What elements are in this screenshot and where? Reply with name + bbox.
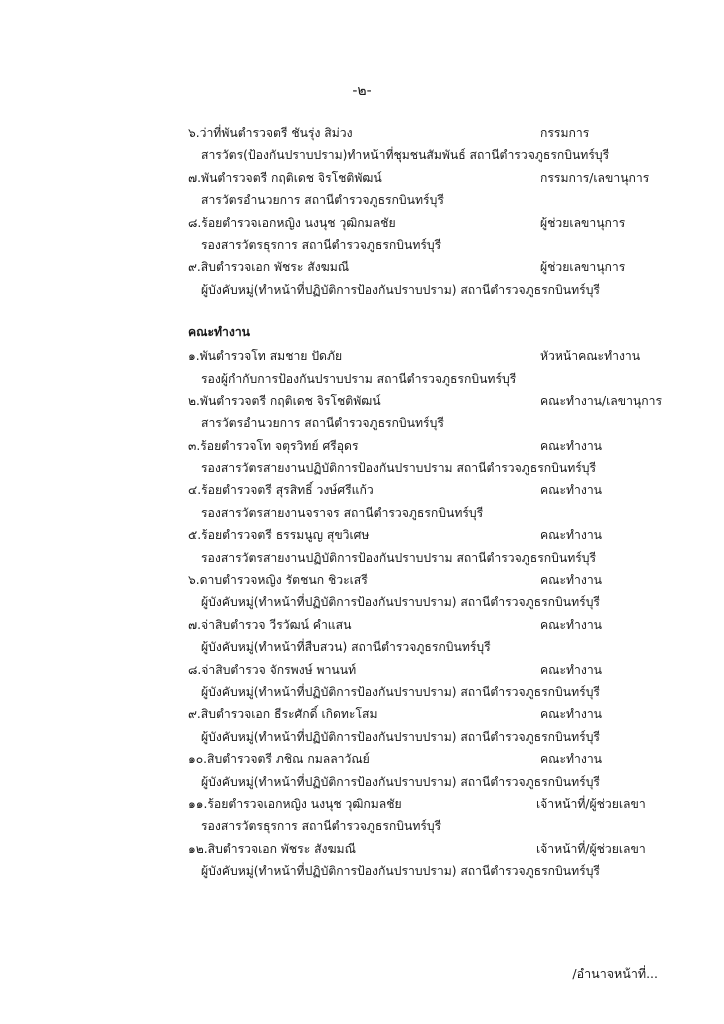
member-row [188,167,658,189]
section-gap [188,301,658,321]
member-position: รองสารวัตรธุรการ สถานีตำรวจภูธรกบินทร์บุรี [201,819,442,834]
working-group-row [188,345,658,367]
member-name: ๗.จ่าสิบตำรวจ วีรวัฒน์ คำแสน [188,617,352,632]
member-position: ผู้บังคับหมู่(ทำหน้าที่ปฏิบัติการป้องกันปราบปราม) สถานีตำรวจภูธรกบินทร์บุรี [201,774,600,789]
member-name: ๑๐.สิบตำรวจตรี ภชิณ กมลลาวัณย์ [188,752,370,767]
working-group-row [188,390,663,412]
member-position: ผู้บังคับหมู่(ทำหน้าที่ปฏิบัติการป้องกันปราบปราม) สถานีตำรวจภูธรกบินทร์บุรี [201,864,600,879]
member-role: ผู้ช่วยเลขานุการ [540,260,626,275]
member-role: คณะทำงาน [540,573,603,588]
member-name: ๖.ดาบตำรวจหญิง รัตชนก ชิวะเสรี [188,573,368,588]
working-group-row [188,614,658,636]
member-name: ๖.ว่าที่พันตำรวจตรี ชันรุ่ง สิม่วง [188,126,353,140]
member-role: คณะทำงาน [540,707,603,722]
member-name: ๔.ร้อยตำรวจตรี สุรสิทธิ์ วงษ์ศรีแก้ว [188,483,374,498]
member-position: รองสารวัตรสายงานปฏิบัติการป้องกันปราบปราม สถานีตำรวจภูธรกบินทร์บุรี [201,461,597,476]
member-name: ๙.สิบตำรวจเอก พัชระ สังฆมณี [188,260,350,275]
member-position: รองสารวัตรสายงานจราจร สถานีตำรวจภูธรกบินทร์บุรี [201,505,484,520]
member-position: ผู้บังคับหมู่(ทำหน้าที่ปฏิบัติการป้องกันปราบปราม) สถานีตำรวจภูธรกบินทร์บุรี [201,595,600,610]
member-position: ผู้บังคับหมู่(ทำหน้าที่ปฏิบัติการป้องกันปราบปราม) สถานีตำรวจภูธรกบินทร์บุรี [201,684,600,699]
member-role: คณะทำงาน [540,617,603,632]
member-position: รองผู้กำกับการป้องกันปราบปราม สถานีตำรวจภูธรกบินทร์บุรี [201,371,517,386]
member-position: ผู้บังคับหมู่(ทำหน้าที่ปฏิบัติการป้องกันปราบปราม) สถานีตำรวจภูธรกบินทร์บุรี [201,729,600,744]
member-role: คณะทำงาน [540,438,603,453]
member-name: ๗.พันตำรวจตรี กฤติเดช จิรโชติพัฒน์ [188,170,382,185]
member-name: ๘.จ่าสิบตำรวจ จักรพงษ์ พานนท์ [188,662,357,677]
member-row [188,256,658,278]
member-position: สารวัตร(ป้องกันปราบปราม)ทำหน้าที่ชุมชนสัมพันธ์ สถานีตำรวจภูธรกบินทร์บุรี [201,148,610,163]
working-group-row [188,569,658,591]
working-group-row [188,659,658,681]
section-heading-working-group: คณะทำงาน [188,325,251,340]
continuation-note: /อำนาจหน้าที่... [572,966,658,981]
member-position: รองสารวัตรธุรการ สถานีตำรวจภูธรกบินทร์บุรี [201,237,442,252]
working-group-row [188,748,658,770]
member-role: หัวหน้าคณะทำงาน [540,349,641,364]
working-group-row [188,479,658,501]
member-name: ๓.ร้อยตำรวจโท จตุรวิทย์ ศรีอุดร [188,438,359,453]
working-group-row [188,793,658,815]
member-role: เจ้าหน้าที่/ผู้ช่วยเลขา [536,796,646,811]
member-position: สารวัตรอำนวยการ สถานีตำรวจภูธรกบินทร์บุรี [201,416,444,431]
member-name: ๑.พันตำรวจโท สมชาย ปัดภัย [188,349,343,364]
member-name: ๕.ร้อยตำรวจตรี ธรรมนูญ สุขวิเศษ [188,528,370,543]
member-role: กรรมการ/เลขานุการ [540,170,650,185]
member-role: กรรมการ [540,126,590,140]
member-name: ๒.พันตำรวจตรี กฤติเดช จิรโชติพัฒน์ [188,393,381,408]
working-group-row [188,435,658,457]
member-position: สารวัตรอำนวยการ สถานีตำรวจภูธรกบินทร์บุรี [201,193,444,208]
member-name: ๑๑.ร้อยตำรวจเอกหญิง นงนุช วุฒิกมลชัย [188,796,402,811]
page-number: -๒- [352,83,372,99]
working-group-row [188,838,658,860]
member-role: คณะทำงาน/เลขานุการ [540,393,663,408]
member-role: เจ้าหน้าที่/ผู้ช่วยเลขา [536,841,646,856]
member-role: คณะทำงาน [540,662,603,677]
member-position: ผู้บังคับหมู่(ทำหน้าที่สืบสวน) สถานีตำรวจภูธรกบินทร์บุรี [201,640,491,655]
document-body [188,122,663,883]
member-row [188,122,658,144]
member-name: ๑๒.สิบตำรวจเอก พัชระ สังฆมณี [188,841,356,856]
working-group-row [188,703,658,725]
member-position: รองสารวัตรสายงานปฏิบัติการป้องกันปราบปราม สถานีตำรวจภูธรกบินทร์บุรี [201,550,597,565]
member-role: คณะทำงาน [540,528,603,543]
working-group-row [188,524,658,546]
member-row [188,212,658,234]
member-role: ผู้ช่วยเลขานุการ [540,215,626,230]
member-role: คณะทำงาน [540,752,603,767]
member-position: ผู้บังคับหมู่(ทำหน้าที่ปฏิบัติการป้องกันปราบปราม) สถานีตำรวจภูธรกบินทร์บุรี [201,282,600,297]
member-name: ๙.สิบตำรวจเอก ธีระศักดิ์ เกิดทะโสม [188,707,378,722]
member-name: ๘.ร้อยตำรวจเอกหญิง นงนุช วุฒิกมลชัย [188,215,396,230]
member-role: คณะทำงาน [540,483,603,498]
